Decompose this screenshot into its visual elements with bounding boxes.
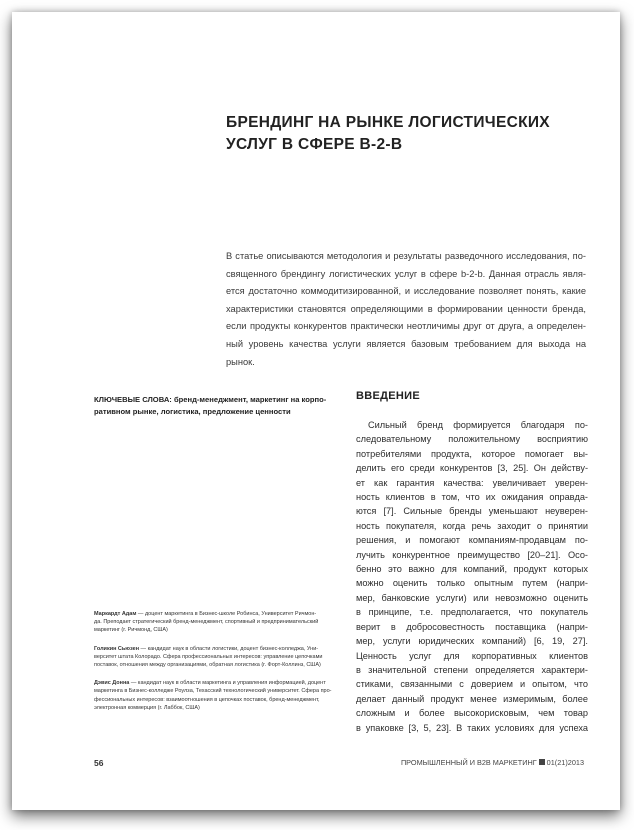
body-line: сложным и более высокорисковым, чем товар [356, 708, 588, 719]
article-title [226, 112, 586, 156]
author-name: Маркардт Адам [94, 611, 137, 617]
page-number: 56 [94, 758, 104, 768]
author-line: поставок, отношения между организациями, обратная логистика (г. Форт-Коллинз, США) [94, 662, 321, 669]
body-line: мер, услуги юридических компаний) [6, 19, 27]. [356, 636, 588, 647]
author-line: фессиональных интересов: взаимоотношения в цепочках поставок, бренд-менеджмент, [94, 696, 320, 703]
keywords [94, 394, 327, 418]
author-name: Дэвис Донна [94, 680, 130, 687]
body-line: Сильный бренд формируется благодаря по- [368, 420, 588, 430]
body-line: ность клиентов в том, что их ожидания оправда- [356, 492, 588, 503]
abstract-line: ный уровень качества услуги является базовым требованием для выхода на рынок. [226, 338, 586, 367]
body-line: делить его среди конкурентов [3, 25]. Он действу- [356, 463, 588, 474]
title-line: УСЛУГ В СФЕРЕ B-2-B [226, 136, 403, 153]
author-line: да. Преподает стратегический бренд-менеджмент, спортивный и предпринимательский [94, 619, 319, 626]
body-line: в упаковке [3, 5, 23]. В таких условиях для успеха [356, 722, 588, 733]
abstract-line: характеристики становятся определяющими в формировании ценности бренда, [226, 303, 586, 314]
journal-footer [401, 758, 584, 767]
body-line: в принципе, т.е. предполагается, что покупатель [356, 607, 588, 618]
abstract-line: В статье описываются методология и результаты разведочного исследования, по- [226, 251, 586, 261]
abstract-line: ется достаточно коммодитизированной, и исследование позволяет понять, какие [226, 286, 586, 297]
body-line: бенно это важно для компаний, продукт которых [356, 564, 588, 575]
body-line: мер, банковские услуги) или невозможно оценить [356, 592, 588, 603]
section-heading: ВВЕДЕНИЕ [356, 390, 420, 402]
body-line: ет как гарантия качества: увеличивает уверен- [356, 477, 588, 488]
abstract-line: священного брендингу логистических услуг в сфере b-2-b. Данная отрасль явля- [226, 268, 586, 279]
body-line: в значительной степени определяется характери- [356, 664, 588, 675]
author-bio: — кандидат наук в области логистики, доцент бизнес-колледжа, Уни- [139, 645, 319, 652]
keywords-line: КЛЮЧЕВЫЕ СЛОВА: бренд-менеджмент, маркетинг на корпо- [94, 395, 327, 404]
abstract-line: если продукты конкурентов практически неотличимы друг от друга, а определен- [226, 321, 586, 332]
journal-issue: 01(21)2013 [546, 758, 584, 767]
square-bullet-icon [539, 759, 545, 765]
body-line: верит в добросовестность поставщика (напри- [356, 621, 588, 632]
abstract [226, 248, 586, 371]
author-bio: — доцент маркетинга в Бизнес-школе Робинса, Университет Ричмон- [136, 611, 317, 617]
author-note [94, 645, 323, 670]
author-line: электронная коммерция (г. Лаббок, США) [94, 704, 200, 711]
body-line: ются [7]. Сильные бренды уменьшают неуверен- [356, 506, 588, 517]
author-note [94, 679, 332, 712]
body-line: потребителями продукта, которое помогает вы- [356, 448, 588, 459]
body-line: Ценность услуг для корпоративных клиентов [356, 650, 588, 661]
body-line: лучить конкурентное преимущество [20–21]. Осо- [356, 549, 588, 560]
author-line [94, 610, 316, 618]
author-line [94, 679, 326, 687]
journal-name: ПРОМЫШЛЕННЫЙ И B2B МАРКЕТИНГ [400, 758, 537, 767]
author-notes [94, 610, 332, 722]
title-line: БРЕНДИНГ НА РЫНКЕ ЛОГИСТИЧЕСКИХ [226, 114, 550, 131]
body-text [356, 418, 588, 735]
author-name: Голикин Сьюзен [94, 645, 140, 652]
keywords-line: ративном рынке, логистика, предложение ценности [94, 407, 291, 416]
body-line: следовательному положительному восприятию [356, 434, 588, 445]
body-line: делает данный продукт менее измеримым, более [356, 693, 588, 704]
author-line: маркетинга в Бизнес-колледже Роулза, Техасский технологический университет. Сфера про- [94, 688, 332, 695]
author-line: верситет штата Колорадо. Сфера профессиональных интересов: управление цепочками [94, 653, 323, 660]
journal-page [12, 12, 620, 810]
body-line: решения, и помогают компаниям-продавцам по- [356, 535, 588, 546]
body-line: можно оценить только опытным путем (напри- [356, 578, 588, 589]
body-line: стиками, связанными с доверием и опытом, что [356, 679, 588, 690]
author-line [94, 645, 319, 653]
author-line: маркетинг (г. Ричмонд, США) [94, 627, 168, 634]
body-line: ность покупателя, когда речь заходит о принятии [356, 520, 588, 531]
author-note [94, 610, 319, 635]
author-bio: — кандидат наук в области маркетинга и управления информацией, доцент [129, 680, 326, 687]
